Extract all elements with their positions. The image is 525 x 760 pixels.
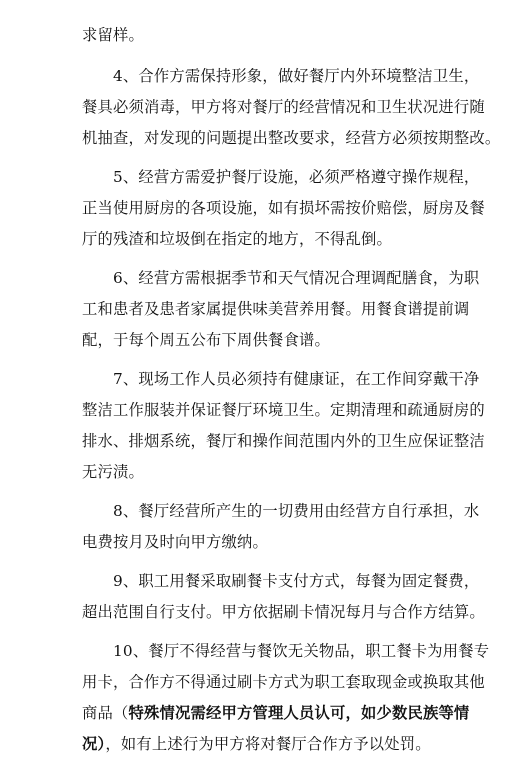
text-line: 机抽查，对发现的问题提出整改要求，经营方必须按期整改。: [82, 129, 501, 147]
text-line: 6、经营方需根据季节和天气情况合理调配膳食，为职: [113, 269, 480, 287]
text-line: 7、现场工作人员必须持有健康证，在工作间穿戴干净: [113, 370, 480, 388]
text-line: 5、经营方需爱护餐厅设施，必须严格遵守操作规程，: [113, 168, 480, 186]
text-line: 配，于每个周五公布下周供餐食谱。: [82, 331, 330, 349]
text-line: 厅的残渣和垃圾倒在指定的地方，不得乱倒。: [82, 230, 392, 248]
paragraph-item-7: [82, 364, 485, 488]
text-line: 工和患者及患者家属提供味美营养用餐。用餐食谱提前调: [82, 300, 470, 318]
text-line: 餐具必须消毒，甲方将对餐厅的经营情况和卫生状况进行随: [82, 98, 485, 116]
text-line-mixed: [82, 729, 475, 760]
text-line: 4、合作方需保持形象，做好餐厅内外环境整洁卫生，: [113, 67, 480, 85]
text-line: 超出范围自行支付。甲方依据刷卡情况每月与合作方结算。: [82, 603, 485, 621]
text-line: 无污渍。: [82, 463, 144, 481]
text-line: 电费按月及时向甲方缴纳。: [82, 533, 268, 551]
text-line-mixed: [82, 698, 475, 729]
paragraph-item-8: [82, 496, 480, 558]
text-line: 8、餐厅经营所产生的一切费用由经营方自行承担，水: [113, 502, 480, 520]
text-segment: ，如有上述行为甲方将对餐厅合作方予以处罚。: [105, 735, 431, 753]
text-line: 排水、排烟系统，餐厅和操作间范围内外的卫生应保证整洁: [82, 432, 485, 450]
paragraph-item-4: [82, 61, 501, 154]
text-line: 用卡，合作方不得通过刷卡方式为职工套取现金或换取其他: [82, 673, 485, 691]
text-line: 10、餐厅不得经营与餐饮无关物品，职工餐卡为用餐专: [113, 642, 490, 660]
paragraph-item-10: [82, 636, 490, 760]
paragraph-continuation: [82, 20, 475, 51]
text-segment: 商品（: [82, 704, 129, 722]
paragraph-item-5: [82, 162, 485, 255]
text-line: 求留样。: [82, 26, 144, 44]
paragraph-item-9: [82, 566, 485, 628]
paragraph-item-6: [82, 263, 480, 356]
text-line: 正当使用厨房的各项设施，如有损坏需按价赔偿，厨房及餐: [82, 199, 485, 217]
bold-text-segment: 特殊情况需经甲方管理人员认可，如少数民族等情: [128, 704, 470, 722]
text-line: 9、职工用餐采取刷餐卡支付方式，每餐为固定餐费，: [113, 572, 480, 590]
text-line: 整洁工作服装并保证餐厅环境卫生。定期清理和疏通厨房的: [82, 401, 485, 419]
bold-text-segment: 况）: [82, 735, 106, 753]
